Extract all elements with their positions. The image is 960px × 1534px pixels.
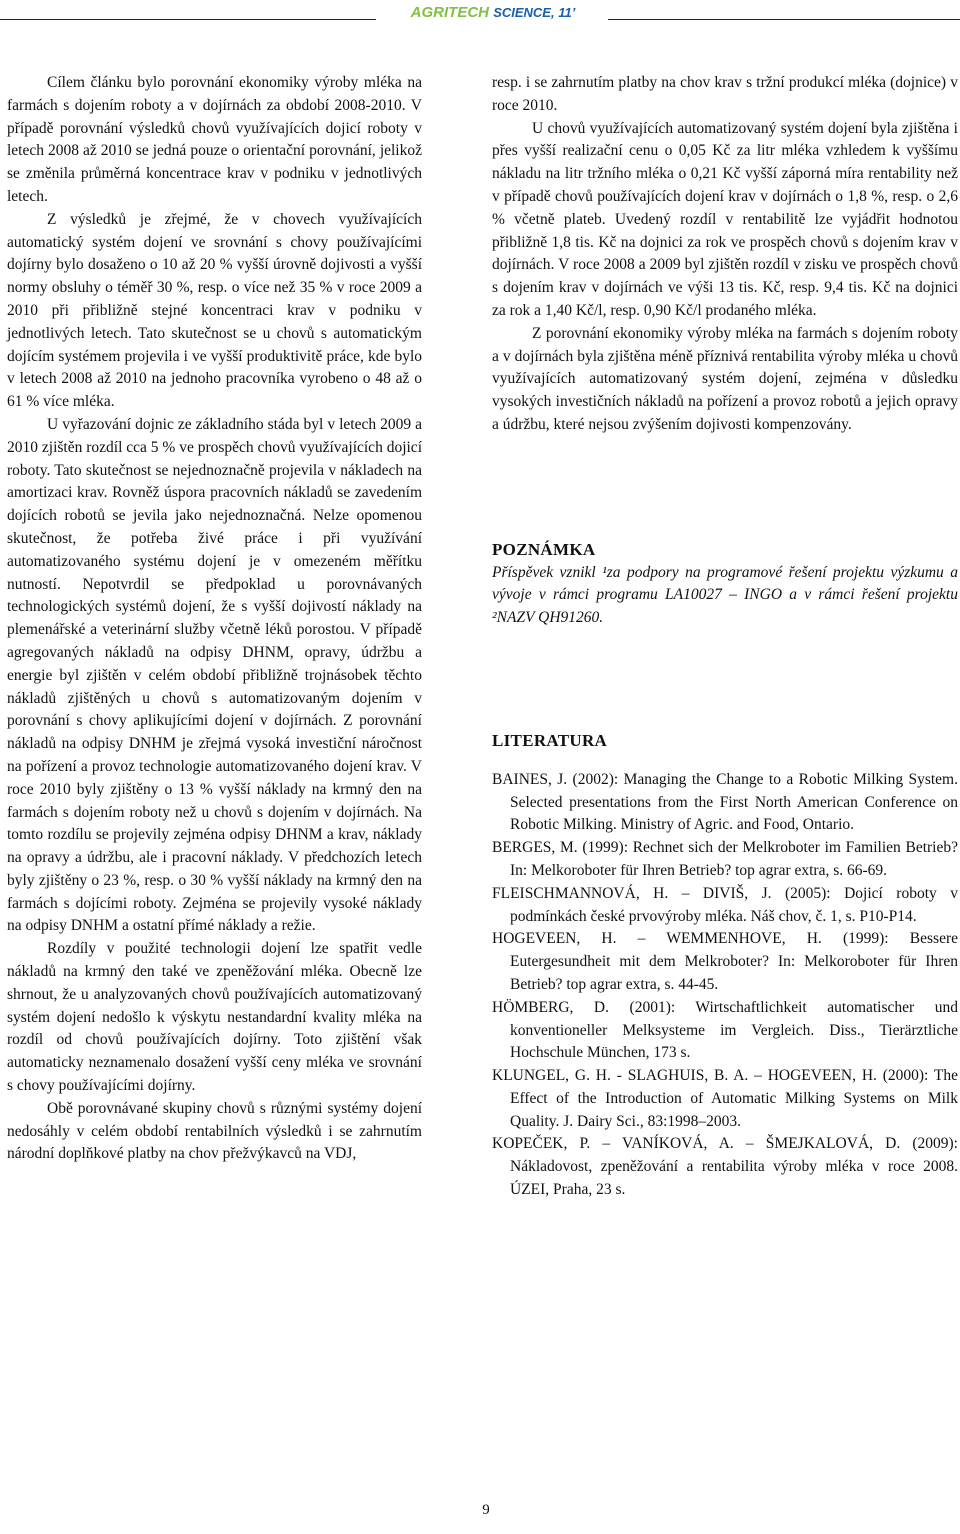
reference-item: KOPEČEK, P. – VANÍKOVÁ, A. – ŠMEJKALOVÁ, D. (2009): Nákladovost, zpeněžování a rentabilita výroby mléka v roce 2008. ÚZEI, Praha, 23 s. [492,1135,958,1199]
note-text: Příspěvek vznikl ¹za podpory na programové řešení projektu výzkumu a vývoje v rámci programu LA10027 – INGO a v rámci řešení projektu ²NAZV QH91260. [492,563,958,627]
body-paragraph-continued: resp. i se zahrnutím platby na chov krav s tržní produkcí mléka (dojnice) v roce 2010. [492,74,958,114]
body-paragraph: Rozdíly v použité technologii dojení lze spatřit vedle nákladů na krmný den také ve zpeněžování mléka. Obecně lze shrnout, že u analyzovaných chovů používajících automatizovaný systém dojení nedošlo k výskytu nestandardní kvality mléka na rozdíl od chovů používajících dojírny. Toto zjištění však automaticky neznamenalo dosažení vyšší ceny mléka ve srovnání s chovy používajícími dojírny. [7,940,422,1095]
reference-item: FLEISCHMANNOVÁ, H. – DIVIŠ, J. (2005): Dojicí roboty v podmínkách české prvovýroby mléka. Náš chov, č. 1, s. P10-P14. [492,884,958,925]
reference-list [492,769,958,1202]
body-paragraph: U vyřazování dojnic ze základního stáda byl v letech 2009 a 2010 zjištěn rozdíl cca 5 % ve prospěch chovů využívajících dojicí roboty. Tato skutečnost se nejednoznačně projevila v nákladech na amortizaci krav. Rovněž úspora pracovních nákladů se zavedením dojících robotů se jevila jako nejednoznačná. Nelze opomenou skutečnost, že potřeba živé práce i při využívání automatizovaného systému dojení je v omezeném měřítku nutností. Nepotvrdil se předpoklad u porovnávaných technologických systémů dojení, že s vyšší dojivostí náklady na plemenářské a veterinární služby včetně léků porostou. V případě agregovaných nákladů na odpisy DHNM, opravy, údržbu a energie byl zjištěn v celém období přibližně trojnásobek těchto nákladů zjištěných u chovů s automatizovaným dojením v porovnání s chovy aplikujícími dojení v dojírnách. Z porovnání nákladů na odpisy DNHM je zřejmá vysoká investiční náročnost na pořízení a provoz technologie automatizovaného dojení krav. V roce 2010 byly zjištěny o 13 % vyšší náklady na krmný den na farmách s dojením roboty než u chovů s dojením v dojírnách. Na tomto rozdílu se projevily zejména odpisy DHNM a krav, náklady na opravy a údržbu, ale i pracovní náklady. V předchozích letech byly zjištěny o 23 %, resp. o 30 % vyšší náklady na krmný den na farmách s dojícími roboty. Zejména se projevily vysoké náklady na odpisy DNHM a ostatní přímé náklady a režie. [7,415,422,935]
body-paragraph: Z porovnání ekonomiky výroby mléka na farmách s dojením roboty a v dojírnách byla zjištěna méně příznivá rentabilita výroby mléka u chovů využívajících automatizovaný systém dojení, zejména v důsledku vysokých investičních nákladů na pořízení a provoz robotů a jejich opravy a údržbu, které nejsou zvýšením dojivosti kompenzovány. [492,324,958,433]
body-paragraph: Cílem článku bylo porovnání ekonomiky výroby mléka na farmách s dojením roboty a v dojírnách za období 2008-2010. V případě porovnání výsledků chovů využívajících dojicí roboty v letech 2008 až 2010 se jedná pouze o orientační porovnání, jelikož se změnila průměrná koncentrace krav v podniku v jednotlivých letech. [7,74,422,205]
journal-name: AGRITECH [410,4,490,21]
header-rule-left [0,19,376,20]
literature-heading: LITERATURA [492,730,608,750]
reference-item: BERGES, M. (1999): Rechnet sich der Melkroboter im Familien Betrieb? In: Melkoroboter für Ihren Betrieb? top agrar extra, s. 66-69. [492,839,958,879]
header-rule-right [608,19,960,20]
page-number: 9 [482,1502,490,1518]
reference-item: HÖMBERG, D. (2001): Wirtschaftlichkeit automatischer und konventioneller Melksysteme im Vergleich. Diss., Tierärztliche Hochschule München, 173 s. [492,998,958,1062]
page-header [0,0,960,26]
left-column [7,72,422,1166]
note-heading: POZNÁMKA [492,539,596,559]
journal-title [386,1,600,25]
reference-item: HOGEVEEN, H. – WEMMENHOVE, H. (1999): Bessere Eutergesundheit mit dem Melkroboter? In: Melkoroboter für Ihren Betrieb? top agrar extra, s. 44-45. [492,930,958,993]
reference-item: BAINES, J. (2002): Managing the Change to a Robotic Milking System. Selected presentations from the First North American Conference on Robotic Milking. Ministry of Agric. and Food, Ontario. [492,770,958,834]
journal-subtitle: SCIENCE, 11’ [493,5,576,20]
right-column [492,72,958,1217]
body-paragraph: U chovů využívajících automatizovaný systém dojení byla zjištěna i přes vyšší realizační cenu o 0,05 Kč za litr mléka vzhledem k vyššímu nákladu na litr tržního mléka o 0,21 Kč vyšší záporná míra rentability než v případě chovů používajících dojení krav v dojírnách o 1,8 %, resp. o 2,6 % včetně plateb. Uvedený rozdíl v rentabilitě lze vyjádřit hodnotou přibližně 1,8 tis. Kč na dojnici za rok ve prospěch chovů s dojením krav v dojírnách. V roce 2008 a 2009 byl zjištěn rozdíl v zisku ve prospěch chovů s dojením krav v dojírnách ve výši 13 tis. Kč, resp. 9,4 tis. Kč na dojnici za rok a 1,40 Kč/l, resp. 0,90 Kč/l prodaného mléka. [492,119,958,319]
body-paragraph: Z výsledků je zřejmé, že v chovech využívajících automatický systém dojení ve srovnání s chovy používajícími dojírny bylo dosaženo o 10 až 20 % vyšší úrovně dojivosti a vyšší normy obsluhy o téměř 30 %, resp. o více než 35 % v roce 2009 a 2010 při přibližně stejné koncentraci krav v podniku v jednotlivých letech. Tato skutečnost se u chovů s automatickým dojícím systémem projevila i ve vyšší produktivitě práce, kde bylo v letech 2008 až 2010 na jednoho pracovníka vyrobeno o 48 až o 61 % více mléka. [7,210,422,411]
reference-item: KLUNGEL, G. H. - SLAGHUIS, B. A. – HOGEVEEN, H. (2000): The Effect of the Introduction of Automatic Milking Systems on Milk Quality. J. Dairy Sci., 83:1998–2003. [492,1067,958,1130]
body-paragraph: Obě porovnávané skupiny chovů s různými systémy dojení nedosáhly v celém období rentabilních výsledků i se zahrnutím národní doplňkové platby na chov přežvýkavců na VDJ, [7,1099,422,1163]
